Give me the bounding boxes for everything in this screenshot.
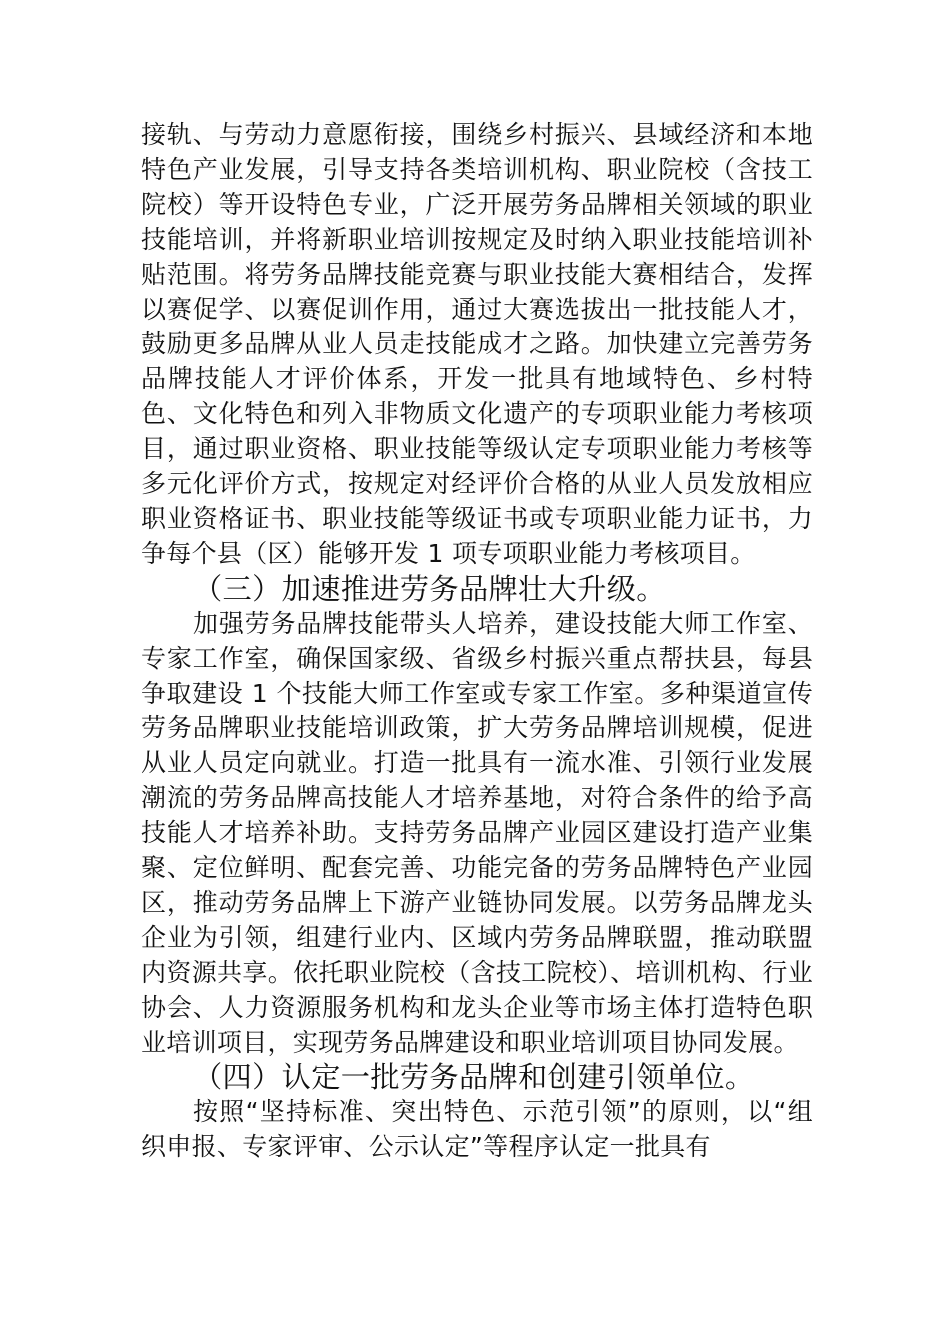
body-paragraph-2: 加强劳务品牌技能带头人培养，建设技能大师工作室、专家工作室，确保国家级、省级乡村振兴重点帮扶县，每县争取建设 1 个技能大师工作室或专家工作室。多种渠道宣传劳务品牌职业技能培训政策，扩大劳务品牌培训规模，促进从业人员定向就业。打造一批具有一流水准、引领行业发展潮流的劳务品牌高技能人才培养基地，对符合条件的给予高技能人才培养补助。支持劳务品牌产业园区建设打造产业集聚、定位鲜明、配套完善、功能完备的劳务品牌特色产业园区，推动劳务品牌上下游产业链协同发展。以劳务品牌龙头企业为引领，组建行业内、区域内劳务品牌联盟，推动联盟内资源共享。依托职业院校（含技工院校）、培训机构、行业协会、人力资源服务机构和龙头企业等市场主体打造特色职业培训项目，实现劳务品牌建设和职业培训项目协同发展。 bbox=[141, 608, 813, 1057]
document-page bbox=[141, 118, 813, 1165]
section-heading-3: （三）加速推进劳务品牌壮大升级。 bbox=[193, 571, 666, 606]
body-paragraph-1: 接轨、与劳动力意愿衔接，围绕乡村振兴、县域经济和本地特色产业发展，引导支持各类培训机构、职业院校（含技工院校）等开设特色专业，广泛开展劳务品牌相关领域的职业技能培训，并将新职业培训按规定及时纳入职业技能培训补贴范围。将劳务品牌技能竞赛与职业技能大赛相结合，发挥以赛促学、以赛促训作用，通过大赛选拔出一批技能人才，鼓励更多品牌从业人员走技能成才之路。加快建立完善劳务品牌技能人才评价体系，开发一批具有地域特色、乡村特色、文化特色和列入非物质文化遗产的专项职业能力考核项目，通过职业资格、职业技能等级认定专项职业能力考核等多元化评价方式，按规定对经评价合格的从业人员发放相应职业资格证书、职业技能等级证书或专项职业能力证书，力争每个县（区）能够开发 1 项专项职业能力考核项目。 bbox=[141, 120, 813, 568]
body-paragraph-3: 按照“坚持标准、突出特色、示范引领”的原则，以“组织申报、专家评审、公示认定”等程序认定一批具有 bbox=[141, 1097, 813, 1162]
section-heading-4: （四）认定一批劳务品牌和创建引领单位。 bbox=[193, 1060, 755, 1095]
